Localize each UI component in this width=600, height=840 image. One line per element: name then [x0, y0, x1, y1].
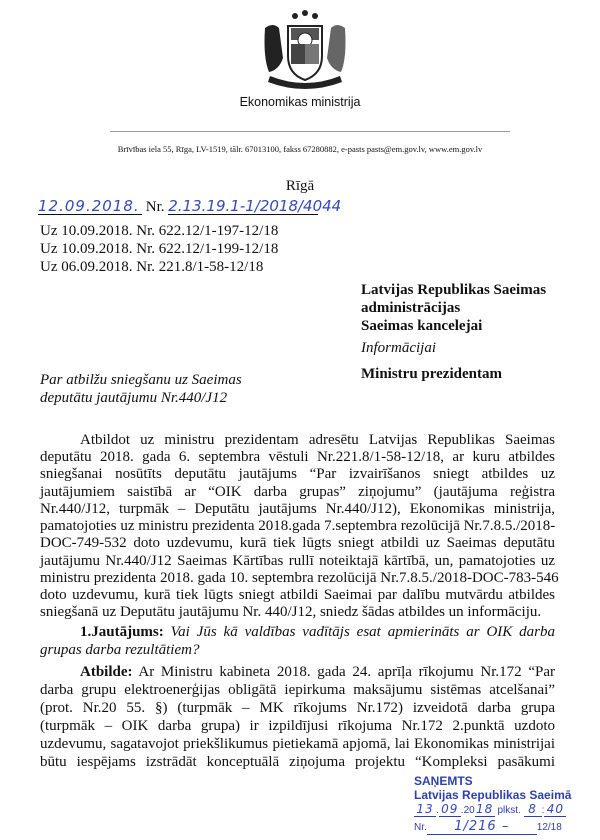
answer-text: Ar Ministru kabineta 2018. gada 24. aprīļa rīkojumu Nr.172 “Par: [138, 664, 555, 680]
text-line: ministru prezidenta 2018. gada 10. septembra rezolūcijā Nr.7.8.5./2018-DOC-783-546: [40, 570, 559, 586]
recipient-block: [361, 281, 546, 335]
reply-reference: Uz 10.09.2018. Nr. 622.12/1-197-12/18: [40, 223, 279, 239]
stamp-date-line: 13 . 09 .2018 plkst. 8 : 40: [414, 802, 600, 819]
coat-of-arms-logo: [255, 8, 355, 93]
stamp-org: Latvijas Republikas Saeimā: [414, 788, 572, 802]
reference-number: 2.13.19.1-1/2018/4044: [168, 197, 342, 215]
stamp-nr-label: Nr.: [414, 822, 427, 833]
text-line: būtu iespējams izstrādāt konceptuālā ziņojuma projektu “Kompleksi pasākumi: [40, 754, 555, 770]
city: Rīgā: [285, 178, 315, 194]
text-line: sniegšanai nosūtīts deputātu jautājums “Par izvairīšanos sniegt atbildes uz: [40, 466, 555, 482]
text-line: doto uzdevumu, kurā tiek lūgts sniegt atbildi Saeimai par dalību mutvārdu atbildes: [40, 587, 555, 603]
text-line: DOC-749-532 doto uzdevumu, kurā tiek lūgts sniegt atbildi uz Saeimas deputātu: [40, 535, 555, 551]
text-line: [80, 664, 555, 681]
info-label: Informācijai: [361, 340, 436, 356]
stamp-month: 09: [439, 802, 461, 817]
text-line: deputātu 2018. gada 6. septembra vēstuli Nr.221.8/1-58-12/18, ar kuru atbildes: [40, 449, 555, 465]
reply-reference: Uz 10.09.2018. Nr. 622.12/1-199-12/18: [40, 241, 279, 257]
reply-references: [40, 222, 278, 276]
text-line: sniegšanā uz Deputātu jautājumu Nr. 440/J12, sniedz šādas atbildes un informāciju.: [40, 604, 542, 620]
recipient-line: administrācijas: [361, 300, 461, 316]
text-line: [80, 624, 555, 641]
stamp-number-line: [414, 819, 600, 836]
stamp-hour: 8: [524, 802, 542, 817]
text-line: grupas darba rezultātiem?: [40, 642, 200, 658]
address-line: Brīvības iela 55, Rīga, LV-1519, tālr. 67013100, fakss 67280882, e-pasts pasts@em.gov.lv, www.em.gov.lv: [117, 144, 483, 154]
stamp-number: 1/216 –: [427, 819, 537, 835]
subject: [40, 371, 340, 407]
stamp-time-label: plkst.: [497, 805, 521, 816]
text-line: (turpmāk – OIK darba grupa) ir izpildījusi rīkojuma Nr.172 2.punktā uzdoto: [40, 718, 555, 734]
stamp-year: 18: [476, 802, 494, 816]
question-text: Vai Jūs kā valdības vadītājs esat apmierināts ar OIK darba: [170, 624, 555, 640]
subject-line: Par atbilžu sniegšanu uz Saeimas: [40, 372, 242, 388]
text-line: darba grupu elektroenerģijas obligātā iepirkuma maksājumu sistēmas atcelšanai”: [40, 682, 555, 698]
stamp-suffix: 12/18: [536, 822, 562, 833]
info-recipient: Ministru prezidentam: [361, 366, 502, 382]
stamp-day: 13: [414, 802, 436, 817]
header-divider: [110, 131, 510, 132]
reference-nr-label: Nr.: [145, 199, 165, 215]
ministry-name: Ekonomikas ministrija: [239, 95, 361, 109]
stamp-title: SAŅEMTS: [414, 774, 473, 788]
answer-label: Atbilde:: [80, 664, 133, 680]
text-line: jautājumiem saistībā ar “OIK darba grupas” ziņojumu” (jautājuma reģistra: [40, 484, 555, 500]
text-line: Atbildot uz ministru prezidentam adresētu Latvijas Republikas Saeimas: [80, 432, 555, 448]
question-label: 1.Jautājums:: [80, 624, 164, 640]
text-line: Nr.440/J12, turpmāk – Deputātu jautājums Nr.440/J12), Ekonomikas ministrija,: [40, 501, 555, 517]
text-line: (prot. Nr.20 55. §) (turpmāk – MK rīkojums Nr.172) izveidotā darba grupa: [40, 700, 555, 716]
stamp-minute: 40: [544, 802, 566, 817]
text-line: uzdevumu, sagatavojot priekšlikumus pietiekamā apjomā, lai Ekonomikas ministrijai: [40, 736, 555, 752]
recipient-line: Latvijas Republikas Saeimas: [361, 282, 547, 298]
reference-date: 12.09.2018.: [38, 198, 142, 215]
stamp-year-prefix: 20: [463, 805, 475, 816]
text-line: jautājumu Nr.440/J12 Saeimas Kārtības rullī noteiktajā kārtībā, un, pamatojoties uz: [40, 553, 555, 569]
reference-line: [38, 197, 342, 216]
reply-reference: Uz 06.09.2018. Nr. 221.8/1-58-12/18: [40, 259, 264, 275]
subject-line: deputātu jautājumu Nr.440/J12: [40, 390, 228, 406]
received-stamp: [414, 775, 600, 836]
recipient-line: Saeimas kancelejai: [361, 318, 483, 334]
text-line: pamatojoties uz ministru prezidenta 2018.gada 7.septembra rezolūcijā Nr.7.8.5./2018-: [40, 518, 556, 534]
